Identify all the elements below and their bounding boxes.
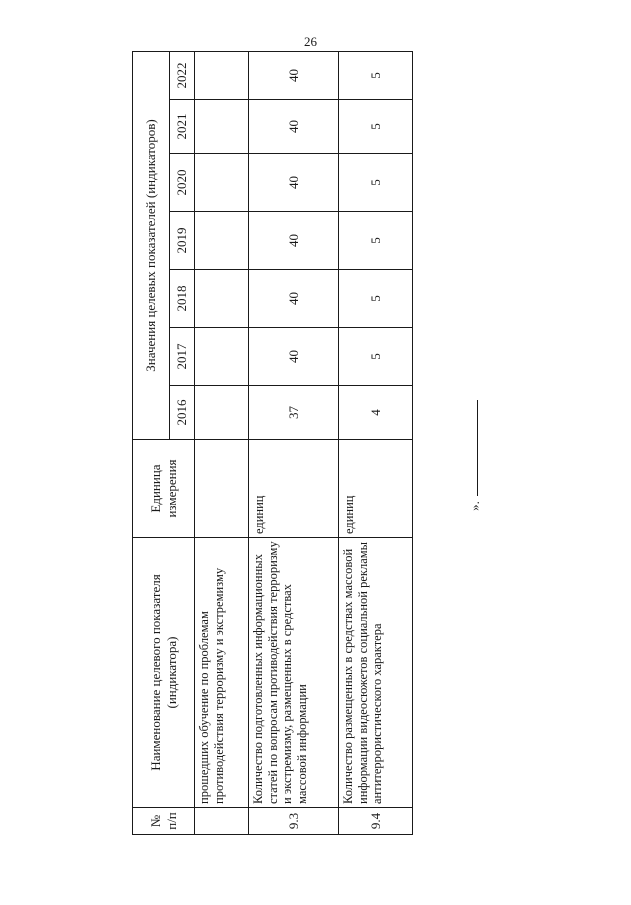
year-header: 2019 <box>170 212 195 270</box>
year-header: 2018 <box>170 270 195 328</box>
row-value: 40 <box>249 328 339 386</box>
row-num <box>195 808 249 835</box>
rotated-table-container <box>132 52 412 835</box>
year-header: 2016 <box>170 386 195 440</box>
col-unit-header: Единица измерения <box>133 440 195 538</box>
row-unit: единиц <box>339 440 413 538</box>
table-row <box>195 51 249 834</box>
row-value: 40 <box>249 51 339 99</box>
row-value: 40 <box>249 270 339 328</box>
row-unit: единиц <box>249 440 339 538</box>
row-value: 5 <box>339 270 413 328</box>
closing-mark: ». <box>466 501 482 511</box>
closing-line <box>477 400 478 496</box>
row-num: 9.4 <box>339 808 413 835</box>
row-name: Количество размещенных в средствах массовой информации видеосюжетов социальной рекламы антитеррористического характера <box>339 538 413 808</box>
year-header: 2021 <box>170 100 195 154</box>
row-unit <box>195 440 249 538</box>
table-row <box>339 51 413 834</box>
row-value: 40 <box>249 212 339 270</box>
row-value <box>195 51 249 99</box>
row-value: 4 <box>339 386 413 440</box>
row-value: 5 <box>339 328 413 386</box>
col-num-header: № п/п <box>133 808 195 835</box>
row-value: 40 <box>249 100 339 154</box>
row-value: 37 <box>249 386 339 440</box>
row-value <box>195 154 249 212</box>
col-name-header: Наименование целевого показателя (индикатора) <box>133 538 195 808</box>
row-value: 5 <box>339 154 413 212</box>
row-value: 5 <box>339 51 413 99</box>
year-header: 2022 <box>170 51 195 99</box>
row-value <box>195 270 249 328</box>
row-value: 40 <box>249 154 339 212</box>
row-value <box>195 100 249 154</box>
closing-mark-block <box>466 400 486 511</box>
year-header: 2020 <box>170 154 195 212</box>
indicators-table <box>132 51 413 835</box>
row-value <box>195 212 249 270</box>
row-value: 5 <box>339 100 413 154</box>
year-header: 2017 <box>170 328 195 386</box>
row-value: 5 <box>339 212 413 270</box>
row-name: Количество подготовленных информационных статей по вопросам противодействия терроризму и экстремизму, размещенных в средствах массовой информации <box>249 538 339 808</box>
values-header: Значения целевых показателей (индикаторов) <box>133 51 170 439</box>
table-row <box>249 51 339 834</box>
row-name: прошедших обучение по проблемам противодействия терроризму и экстремизму <box>195 538 249 808</box>
row-num: 9.3 <box>249 808 339 835</box>
page-number: 26 <box>304 34 317 49</box>
row-value <box>195 328 249 386</box>
row-value <box>195 386 249 440</box>
